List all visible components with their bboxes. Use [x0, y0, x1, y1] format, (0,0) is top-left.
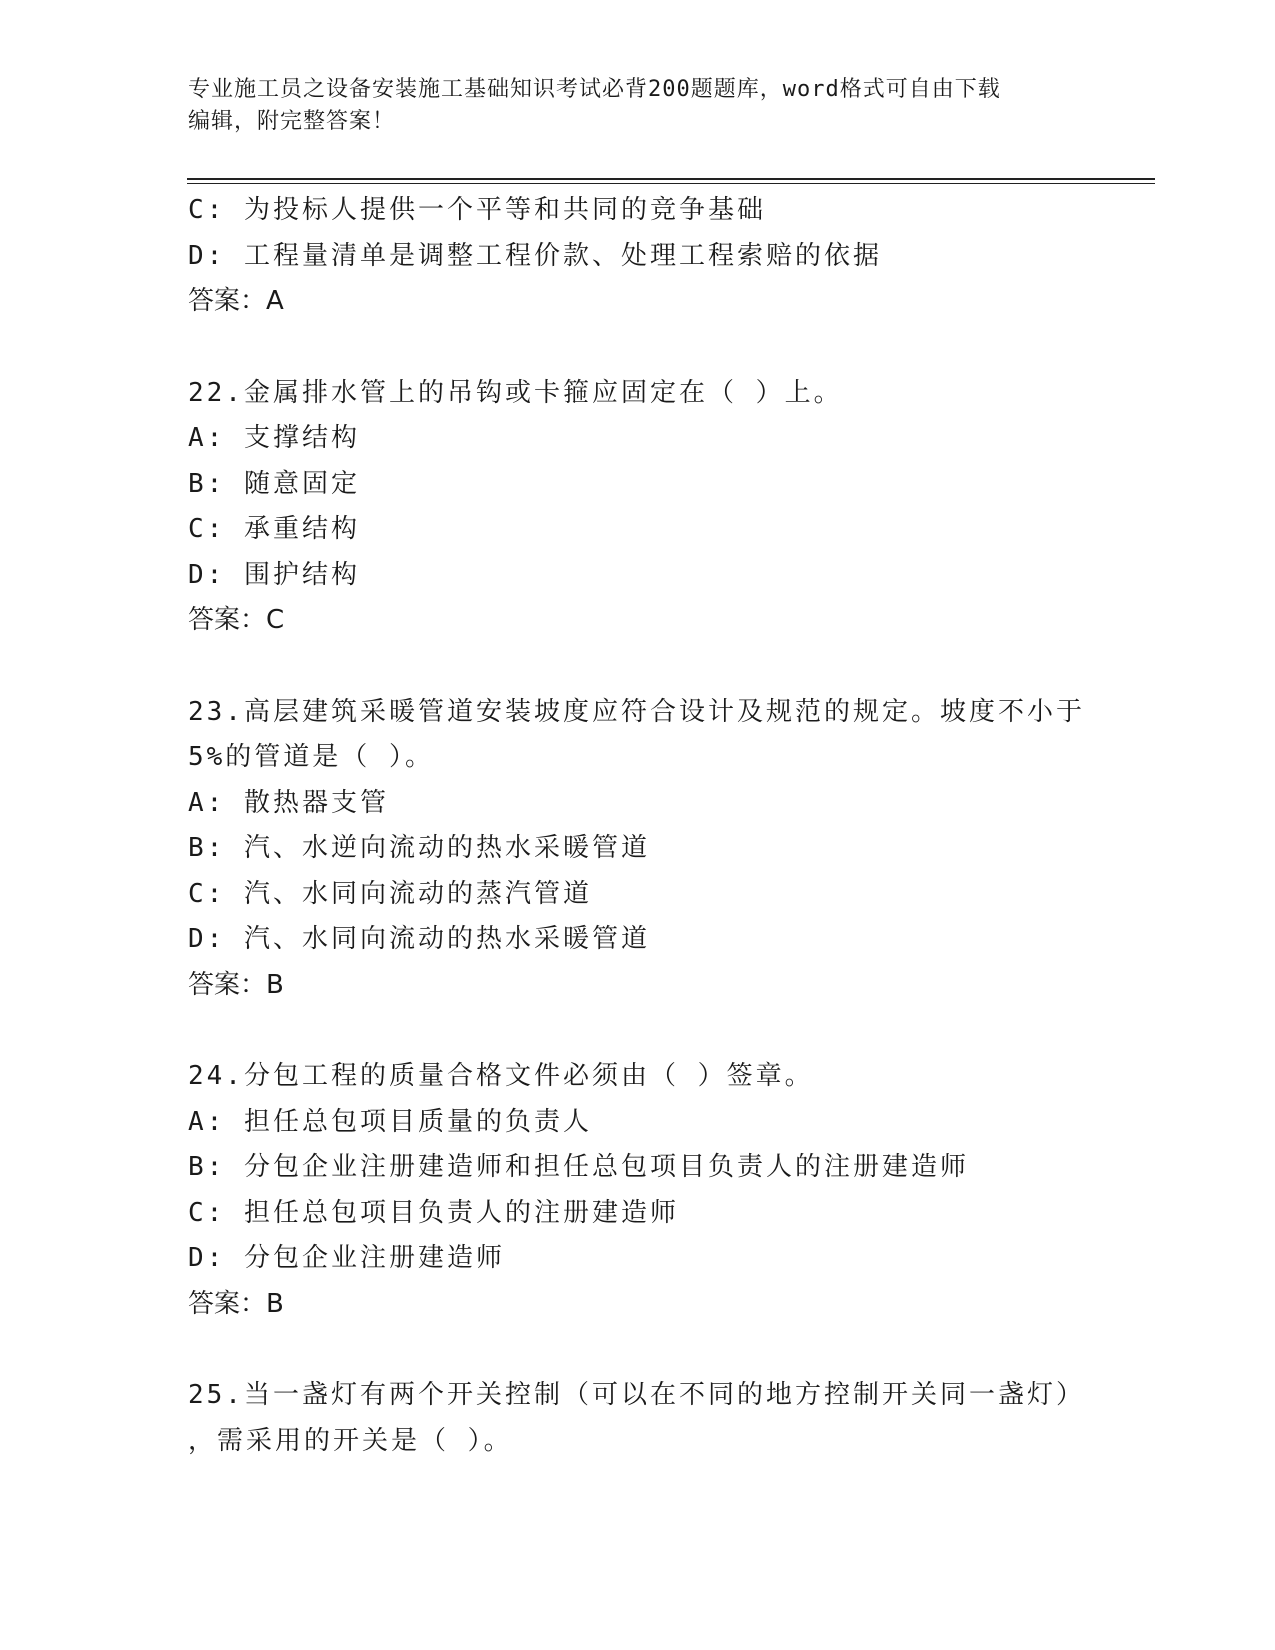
question-22: [188, 371, 1088, 644]
header-title-line-1: 专业施工员之设备安装施工基础知识考试必背200题题库，word格式可自由下载: [188, 77, 1001, 102]
header-title-line-2: 编辑，附完整答案！: [188, 109, 396, 134]
header-divider: [187, 178, 1155, 184]
option-d: D: 汽、水同向流动的热水采暖管道: [188, 924, 650, 954]
option-a: A: 散热器支管: [188, 787, 389, 818]
document-body: [188, 188, 1088, 1464]
question-stem: 22.金属排水管上的吊钩或卡箍应固定在（ ）上。: [188, 377, 843, 408]
answer-line: 答案：B: [188, 969, 284, 1000]
question-stem: 23.高层建筑采暖管道安装坡度应符合设计及规范的规定。坡度不小于: [188, 696, 1085, 727]
question-21-continuation: [188, 188, 1088, 325]
option-b: B: 汽、水逆向流动的热水采暖管道: [188, 833, 650, 863]
option-b: B: 随意固定: [188, 468, 360, 499]
option-d: D: 分包企业注册建造师: [188, 1243, 505, 1273]
option-b: B: 分包企业注册建造师和担任总包项目负责人的注册建造师: [188, 1152, 969, 1182]
answer-line: 答案：C: [188, 605, 285, 635]
option-c: C: 汽、水同向流动的蒸汽管道: [188, 878, 592, 909]
option-c: C: 担任总包项目负责人的注册建造师: [188, 1197, 679, 1228]
option-a: A: 支撑结构: [188, 423, 360, 453]
option-d: D: 围护结构: [188, 559, 360, 590]
question-stem: 25.当一盏灯有两个开关控制（可以在不同的地方控制开关同一盏灯）: [188, 1380, 1085, 1410]
question-23: [188, 690, 1088, 1009]
question-25: [188, 1373, 1088, 1464]
option-c: C: 为投标人提供一个平等和共同的竞争基础: [188, 195, 766, 225]
question-stem: 24.分包工程的质量合格文件必须由（ ）签章。: [188, 1061, 814, 1091]
question-24: [188, 1054, 1088, 1327]
answer-line: 答案：A: [188, 286, 284, 316]
question-stem-continued: ，需采用的开关是（ ）。: [188, 1425, 513, 1456]
question-stem-continued: 5%的管道是（ ）。: [188, 742, 434, 772]
option-a: A: 担任总包项目质量的负责人: [188, 1106, 592, 1137]
document-header: [188, 74, 1088, 138]
option-c: C: 承重结构: [188, 514, 360, 544]
answer-line: 答案：B: [188, 1288, 284, 1319]
option-d: D: 工程量清单是调整工程价款、处理工程索赔的依据: [188, 240, 882, 271]
